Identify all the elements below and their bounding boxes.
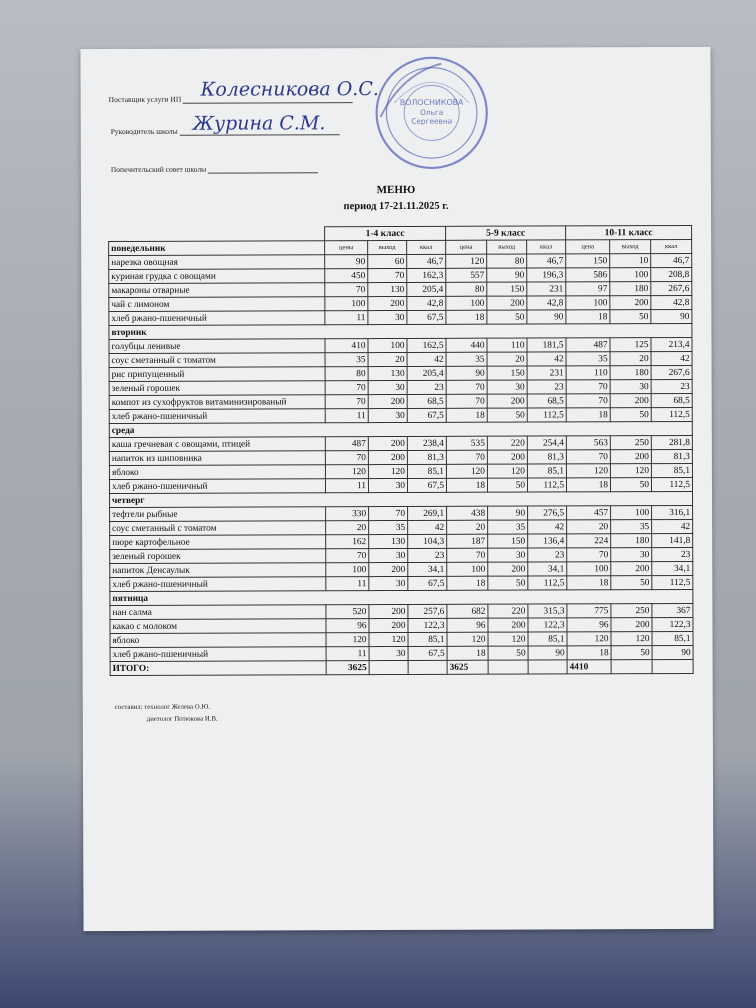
- day-label: пятница: [110, 589, 693, 605]
- menu-cell: 162,5: [407, 338, 446, 352]
- menu-cell: 50: [611, 646, 652, 660]
- menu-cell: 70: [325, 451, 368, 465]
- menu-cell: 42: [408, 520, 447, 534]
- menu-cell: 130: [369, 534, 408, 548]
- menu-cell: 180: [610, 366, 651, 380]
- menu-cell: 80: [446, 282, 487, 296]
- group-header-1-4: 1-4 класс: [325, 226, 446, 240]
- menu-cell: 120: [369, 632, 408, 646]
- menu-cell: 110: [566, 366, 610, 380]
- menu-body: [109, 253, 693, 675]
- menu-cell: 90: [446, 366, 487, 380]
- menu-cell: 120: [487, 464, 527, 478]
- menu-cell: 30: [368, 380, 407, 394]
- day-label: среда: [109, 421, 692, 437]
- menu-cell: 120: [326, 633, 369, 647]
- dish-name: макароны отварные: [109, 283, 325, 298]
- menu-cell: 100: [610, 268, 651, 282]
- menu-cell: 110: [487, 338, 527, 352]
- col-price-g2: цена: [446, 240, 487, 254]
- menu-cell: 85,1: [651, 463, 692, 477]
- menu-cell: 487: [325, 437, 368, 451]
- menu-cell: 457: [567, 506, 611, 520]
- menu-cell: 122,3: [528, 618, 567, 632]
- col-kcal-g2: ккал: [527, 240, 566, 254]
- menu-cell: 200: [487, 296, 527, 310]
- menu-cell: 18: [446, 478, 487, 492]
- menu-cell: 200: [368, 450, 407, 464]
- menu-cell: 200: [487, 450, 527, 464]
- supplier-label: Поставщик услуги ИП: [108, 94, 182, 105]
- dish-name: рис припущенный: [109, 367, 325, 382]
- menu-cell: 67,5: [408, 646, 447, 660]
- menu-cell: 42,8: [651, 295, 692, 309]
- menu-cell: 200: [488, 618, 528, 632]
- menu-cell: 316,1: [652, 505, 693, 519]
- menu-cell: 775: [567, 604, 611, 618]
- menu-cell: 42,8: [527, 296, 566, 310]
- menu-cell: 67,5: [407, 478, 446, 492]
- menu-cell: 20: [610, 352, 651, 366]
- menu-cell: 23: [527, 380, 566, 394]
- menu-title: МЕНЮ: [376, 183, 416, 197]
- menu-cell: 100: [566, 296, 610, 310]
- menu-cell: 100: [368, 338, 407, 352]
- total-g1: 3625: [326, 661, 369, 675]
- menu-period: период 17-21.11.2025 г.: [343, 200, 449, 213]
- menu-cell: 30: [488, 548, 528, 562]
- menu-cell: 30: [368, 408, 407, 422]
- menu-cell: 254,4: [527, 436, 566, 450]
- dish-name: хлеб ржано-пшеничный: [109, 311, 325, 326]
- dish-name: напиток из шиповника: [109, 451, 325, 466]
- dish-name: хлеб ржано-пшеничный: [109, 479, 325, 494]
- menu-cell: 100: [326, 563, 369, 577]
- menu-cell: 50: [487, 408, 527, 422]
- menu-cell: 90: [325, 255, 368, 269]
- total-row: [110, 659, 693, 675]
- menu-cell: 586: [566, 268, 610, 282]
- menu-cell: 120: [446, 464, 487, 478]
- menu-cell: 96: [326, 619, 369, 633]
- menu-document: [80, 47, 713, 931]
- svg-text:Ольга: Ольга: [420, 107, 444, 117]
- menu-cell: 70: [326, 549, 369, 563]
- menu-cell: 180: [611, 534, 652, 548]
- menu-cell: 11: [326, 647, 369, 661]
- dish-name: чай с лимоном: [109, 297, 325, 312]
- total-empty-cell: [408, 660, 447, 674]
- menu-cell: 18: [446, 310, 487, 324]
- menu-cell: 11: [325, 409, 368, 423]
- menu-cell: 200: [368, 394, 407, 408]
- menu-cell: 23: [407, 380, 446, 394]
- menu-cell: 50: [610, 408, 651, 422]
- menu-cell: 30: [369, 548, 408, 562]
- menu-cell: 18: [567, 576, 611, 590]
- menu-cell: 70: [325, 395, 368, 409]
- menu-cell: 42: [527, 352, 566, 366]
- menu-cell: 11: [325, 311, 368, 325]
- menu-cell: 30: [487, 380, 527, 394]
- menu-cell: 200: [610, 394, 651, 408]
- menu-cell: 120: [567, 632, 611, 646]
- menu-cell: 18: [566, 408, 610, 422]
- menu-cell: 35: [325, 353, 368, 367]
- menu-cell: 85,1: [407, 464, 446, 478]
- menu-cell: 200: [610, 450, 651, 464]
- dish-name: пюре картофельное: [110, 535, 326, 550]
- menu-cell: 112,5: [527, 408, 566, 422]
- menu-cell: 35: [566, 352, 610, 366]
- menu-cell: 42: [528, 520, 567, 534]
- menu-cell: 85,1: [528, 632, 567, 646]
- menu-cell: 70: [446, 380, 487, 394]
- menu-cell: 367: [652, 603, 693, 617]
- dish-name: какао с молоком: [110, 619, 326, 634]
- menu-cell: 100: [325, 297, 368, 311]
- dish-name: голубцы ленивые: [109, 339, 325, 354]
- total-g3: 4410: [567, 660, 611, 674]
- menu-cell: 200: [369, 604, 408, 618]
- menu-cell: 97: [566, 282, 610, 296]
- menu-cell: 231: [527, 366, 566, 380]
- menu-cell: 487: [566, 338, 610, 352]
- menu-cell: 315,3: [528, 604, 567, 618]
- menu-cell: 18: [566, 310, 610, 324]
- menu-cell: 20: [368, 352, 407, 366]
- dish-name: зеленый горошек: [110, 549, 326, 564]
- menu-cell: 100: [446, 296, 487, 310]
- menu-cell: 125: [610, 338, 651, 352]
- menu-cell: 520: [326, 605, 369, 619]
- footer-dietitian: диетолог Потюкова И.В.: [146, 715, 218, 723]
- menu-cell: 196,3: [527, 268, 566, 282]
- menu-cell: 330: [326, 507, 369, 521]
- menu-cell: 80: [325, 367, 368, 381]
- menu-cell: 250: [610, 436, 651, 450]
- menu-cell: 224: [567, 534, 611, 548]
- menu-cell: 150: [566, 254, 610, 268]
- menu-cell: 200: [487, 394, 527, 408]
- menu-cell: 162,3: [407, 268, 446, 282]
- menu-cell: 50: [488, 576, 528, 590]
- menu-cell: 20: [447, 520, 488, 534]
- menu-cell: 50: [488, 646, 528, 660]
- menu-cell: 213,4: [651, 337, 692, 351]
- menu-cell: 42: [651, 351, 692, 365]
- menu-cell: 200: [610, 296, 651, 310]
- menu-cell: 85,1: [408, 632, 447, 646]
- menu-cell: 18: [567, 646, 611, 660]
- col-price-g1: цены: [325, 241, 368, 255]
- menu-cell: 231: [527, 282, 566, 296]
- day-label: четверг: [110, 491, 693, 507]
- menu-cell: 70: [447, 548, 488, 562]
- menu-cell: 60: [368, 254, 407, 268]
- menu-cell: 85,1: [652, 631, 693, 645]
- menu-cell: 200: [368, 296, 407, 310]
- menu-cell: 181,5: [527, 338, 566, 352]
- menu-cell: 120: [446, 254, 487, 268]
- menu-cell: 81,3: [527, 450, 566, 464]
- seal-stamp: [372, 54, 490, 172]
- menu-cell: 120: [611, 632, 652, 646]
- menu-cell: 100: [567, 562, 611, 576]
- dish-name: яблоко: [110, 633, 326, 648]
- menu-cell: 42: [407, 352, 446, 366]
- menu-cell: 112,5: [651, 477, 692, 491]
- dish-name: напиток Денсаулык: [110, 563, 326, 578]
- col-kcal-g3: ккал: [651, 239, 692, 253]
- menu-cell: 68,5: [407, 394, 446, 408]
- menu-cell: 81,3: [407, 450, 446, 464]
- menu-cell: 23: [652, 547, 693, 561]
- menu-cell: 682: [447, 604, 488, 618]
- menu-cell: 130: [368, 366, 407, 380]
- menu-cell: 200: [369, 618, 408, 632]
- menu-cell: 120: [488, 632, 528, 646]
- menu-cell: 90: [651, 309, 692, 323]
- total-g2: 3625: [447, 660, 488, 674]
- menu-cell: 200: [369, 562, 408, 576]
- menu-cell: 90: [528, 646, 567, 660]
- menu-cell: 281,8: [651, 435, 692, 449]
- menu-cell: 18: [566, 478, 610, 492]
- menu-cell: 35: [446, 352, 487, 366]
- menu-cell: 46,7: [407, 254, 446, 268]
- menu-cell: 35: [488, 520, 528, 534]
- menu-cell: 535: [446, 436, 487, 450]
- menu-cell: 150: [487, 366, 527, 380]
- menu-cell: 269,1: [408, 506, 447, 520]
- col-output-g3: выход: [610, 240, 651, 254]
- menu-cell: 34,1: [652, 561, 693, 575]
- menu-cell: 410: [325, 339, 368, 353]
- council-label: Попечительский совет школы: [110, 164, 207, 174]
- menu-cell: 80: [487, 254, 527, 268]
- menu-cell: 120: [368, 464, 407, 478]
- group-header-10-11: 10-11 класс: [566, 225, 692, 239]
- col-output-g2: выход: [487, 240, 527, 254]
- menu-cell: 67,5: [408, 576, 447, 590]
- menu-cell: 120: [447, 632, 488, 646]
- menu-cell: 238,4: [407, 436, 446, 450]
- svg-text:ВОЛОСНИКОВА: ВОЛОСНИКОВА: [399, 97, 464, 108]
- total-label: ИТОГО:: [110, 661, 326, 676]
- total-empty-cell: [488, 660, 528, 674]
- menu-cell: 250: [611, 604, 652, 618]
- menu-cell: 208,8: [651, 267, 692, 281]
- dish-name: каша гречневая с овощами, птицей: [109, 437, 325, 452]
- dish-name: нарезка овощная: [109, 255, 325, 270]
- menu-cell: 563: [566, 436, 610, 450]
- menu-cell: 557: [446, 268, 487, 282]
- menu-cell: 50: [487, 478, 527, 492]
- menu-cell: 42: [652, 519, 693, 533]
- col-output-g1: выход: [368, 240, 407, 254]
- menu-cell: 122,3: [408, 618, 447, 632]
- menu-cell: 70: [325, 283, 368, 297]
- total-empty-cell: [369, 660, 408, 674]
- dish-name: хлеб ржано-пшеничный: [110, 647, 326, 662]
- menu-cell: 90: [652, 645, 693, 659]
- menu-cell: 205,4: [407, 282, 446, 296]
- dish-name: соус сметанный с томатом: [110, 521, 326, 536]
- menu-cell: 81,3: [651, 449, 692, 463]
- menu-cell: 23: [528, 548, 567, 562]
- dish-name: нан салма: [110, 605, 326, 620]
- menu-cell: 150: [488, 534, 528, 548]
- dish-name: компот из сухофруктов витаминизированый: [109, 395, 325, 410]
- menu-cell: 30: [369, 576, 408, 590]
- menu-cell: 276,5: [528, 506, 567, 520]
- menu-cell: 10: [610, 254, 651, 268]
- menu-cell: 23: [408, 548, 447, 562]
- menu-cell: 205,4: [407, 366, 446, 380]
- col-price-g3: цена: [566, 240, 610, 254]
- menu-cell: 120: [566, 464, 610, 478]
- menu-cell: 67,5: [407, 310, 446, 324]
- menu-cell: 30: [368, 478, 407, 492]
- menu-cell: 50: [610, 310, 651, 324]
- menu-cell: 112,5: [651, 407, 692, 421]
- menu-cell: 30: [368, 310, 407, 324]
- menu-cell: 440: [446, 338, 487, 352]
- menu-cell: 70: [567, 548, 611, 562]
- menu-cell: 68,5: [651, 393, 692, 407]
- council-line: [111, 164, 318, 174]
- menu-cell: 68,5: [527, 394, 566, 408]
- menu-cell: 20: [326, 521, 369, 535]
- menu-cell: 20: [487, 352, 527, 366]
- menu-cell: 70: [566, 394, 610, 408]
- menu-cell: 50: [487, 310, 527, 324]
- dish-name: хлеб ржано-пшеничный: [110, 577, 326, 592]
- menu-cell: 46,7: [527, 254, 566, 268]
- total-empty-cell: [528, 660, 567, 674]
- menu-cell: 136,4: [528, 534, 567, 548]
- menu-cell: 90: [527, 310, 566, 324]
- menu-cell: 187: [447, 534, 488, 548]
- menu-cell: 200: [488, 562, 528, 576]
- menu-cell: 267,6: [651, 281, 692, 295]
- menu-cell: 70: [446, 450, 487, 464]
- menu-cell: 90: [487, 268, 527, 282]
- menu-cell: 70: [369, 506, 408, 520]
- menu-table: [108, 225, 694, 676]
- supplier-signature: Колесникова О.С.: [200, 78, 379, 101]
- menu-cell: 35: [611, 520, 652, 534]
- menu-cell: 34,1: [408, 562, 447, 576]
- menu-cell: 112,5: [528, 576, 567, 590]
- menu-cell: 70: [446, 394, 487, 408]
- menu-cell: 30: [610, 380, 651, 394]
- menu-cell: 50: [611, 576, 652, 590]
- dish-name: хлеб ржано-пшеничный: [109, 409, 325, 424]
- day-label-monday: понедельник: [109, 241, 325, 256]
- menu-cell: 46,7: [651, 253, 692, 267]
- footer-author: составил: технолог Желева О.Ю.: [114, 703, 211, 711]
- menu-cell: 200: [611, 618, 652, 632]
- menu-cell: 67,5: [407, 408, 446, 422]
- menu-cell: 90: [488, 506, 528, 520]
- day-label: вторник: [109, 323, 692, 339]
- menu-cell: 18: [446, 408, 487, 422]
- menu-cell: 120: [610, 464, 651, 478]
- total-empty-cell: [652, 659, 693, 673]
- menu-cell: 141,8: [652, 533, 693, 547]
- menu-cell: 30: [611, 548, 652, 562]
- menu-cell: 450: [325, 269, 368, 283]
- menu-cell: 257,6: [408, 604, 447, 618]
- menu-cell: 11: [326, 577, 369, 591]
- dish-name: яблоко: [109, 465, 325, 480]
- menu-cell: 23: [651, 379, 692, 393]
- menu-cell: 220: [487, 436, 527, 450]
- menu-cell: 70: [368, 268, 407, 282]
- menu-cell: 20: [567, 520, 611, 534]
- director-signature: Журина С.М.: [192, 112, 326, 135]
- menu-cell: 11: [325, 479, 368, 493]
- menu-cell: 70: [566, 450, 610, 464]
- menu-cell: 100: [447, 562, 488, 576]
- menu-cell: 267,6: [651, 365, 692, 379]
- menu-cell: 220: [488, 604, 528, 618]
- total-empty-cell: [611, 660, 652, 674]
- menu-cell: 150: [487, 282, 527, 296]
- menu-cell: 200: [611, 562, 652, 576]
- svg-text:Сергеевна: Сергеевна: [411, 116, 453, 126]
- menu-cell: 96: [447, 618, 488, 632]
- col-kcal-g1: ккал: [407, 240, 446, 254]
- dish-name: куриная грудка с овощами: [109, 269, 325, 284]
- menu-cell: 130: [368, 282, 407, 296]
- menu-cell: 96: [567, 618, 611, 632]
- menu-cell: 112,5: [652, 575, 693, 589]
- menu-cell: 112,5: [527, 478, 566, 492]
- menu-cell: 30: [369, 646, 408, 660]
- menu-cell: 85,1: [527, 464, 566, 478]
- menu-cell: 18: [447, 646, 488, 660]
- menu-cell: 122,3: [652, 617, 693, 631]
- menu-cell: 100: [611, 506, 652, 520]
- menu-cell: 42,8: [407, 296, 446, 310]
- menu-cell: 50: [610, 478, 651, 492]
- dish-name: соус сметанный с томатом: [109, 353, 325, 368]
- dish-name: зеленый горошек: [109, 381, 325, 396]
- menu-cell: 104,3: [408, 534, 447, 548]
- director-label: Руководитель школы: [110, 126, 178, 136]
- group-header-5-9: 5-9 класс: [446, 226, 566, 240]
- menu-cell: 18: [447, 576, 488, 590]
- menu-cell: 162: [326, 535, 369, 549]
- menu-cell: 70: [325, 381, 368, 395]
- menu-cell: 35: [369, 520, 408, 534]
- menu-cell: 70: [566, 380, 610, 394]
- menu-cell: 438: [447, 506, 488, 520]
- dish-name: тефтели рыбные: [110, 507, 326, 522]
- menu-cell: 34,1: [528, 562, 567, 576]
- menu-cell: 200: [368, 436, 407, 450]
- menu-cell: 120: [325, 465, 368, 479]
- menu-cell: 180: [610, 282, 651, 296]
